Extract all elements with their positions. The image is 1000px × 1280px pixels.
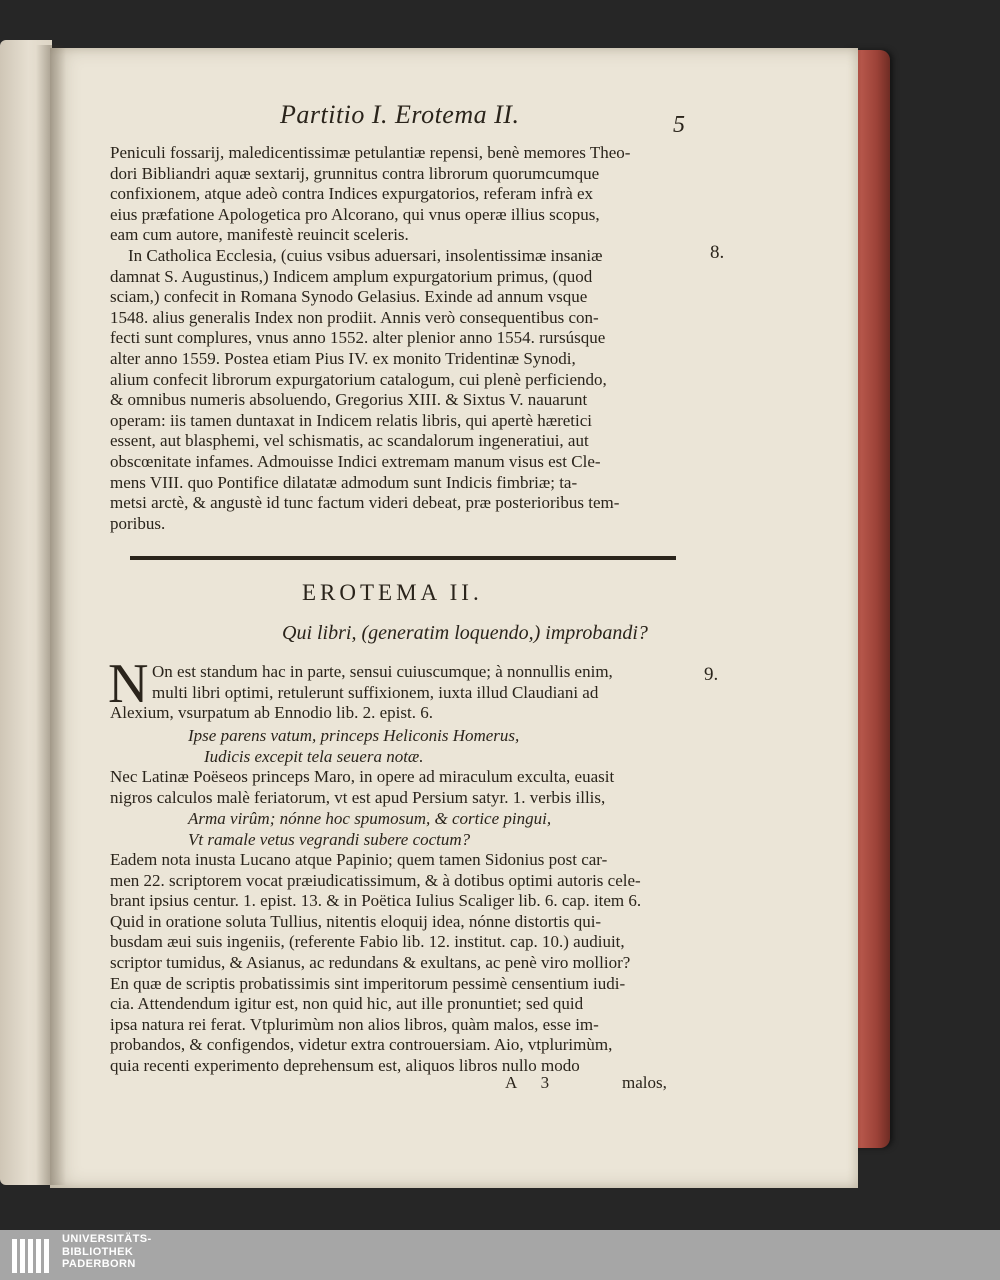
text-line: nigros calculos malè feriatorum, vt est apud Persium satyr. 1. verbis illis, [110, 787, 606, 807]
paragraph-1 [110, 143, 685, 246]
paragraph-2 [110, 246, 685, 534]
margin-number: 8. [710, 242, 725, 263]
text-line: 1548. alius generalis Index non prodiit. Annis verò consequentibus con- [110, 307, 599, 327]
text-line: ipsa natura rei ferat. Vtplurimùm non alios libros, quàm malos, esse im- [110, 1014, 599, 1034]
verse-line: Arma virûm; nónne hoc spumosum, & cortice pingui, [188, 809, 552, 828]
text-line: & omnibus numeris absoluendo, Gregorius XIII. & Sixtus V. nauarunt [110, 390, 588, 410]
text-line: brant ipsius centur. 1. epist. 13. & in Poëtica Iulius Scaliger lib. 6. cap. item 6. [110, 891, 642, 911]
text-line: En quæ de scriptis probatissimis sint imperitorum pessimè censentium iudi- [110, 973, 626, 993]
text-line: quia recenti experimento deprehensum est, aliquos libros nullo modo [110, 1055, 580, 1075]
text-line: Peniculi fossarij, maledicentissimæ petulantiæ repensi, benè memores Theo- [110, 143, 631, 162]
signature-mark: A 3 [505, 1073, 560, 1092]
margin-number: 9. [704, 664, 719, 685]
library-name [62, 1233, 152, 1271]
text-line: mens VIII. quo Pontifice dilatatæ admodum sunt Indicis fimbriæ; ta- [110, 472, 578, 492]
text-line: men 22. scriptorem vocat præiudicatissimum, & à dotibus optimi autoris cele- [110, 870, 641, 890]
paragraph-3-tail [110, 703, 685, 724]
catchword: malos, [622, 1073, 667, 1092]
verse-line: Iudicis excepit tela seuera notæ. [204, 746, 424, 766]
text-line: Eadem nota inusta Lucano atque Papinio; quem tamen Sidonius post car- [110, 850, 608, 869]
text-line: cia. Attendendum igitur est, non quid hic, aut ille pronuntiet; sed quid [110, 994, 584, 1014]
text-line: dori Bibliandri aquæ sextarij, grunnitus contra librorum quorumcumque [110, 163, 600, 183]
text-line: multi libri optimi, retulerunt suffixionem, iuxta illud Claudiani ad [152, 682, 599, 702]
verse-quotation-2 [110, 809, 685, 850]
spine-shadow [36, 45, 66, 1185]
text-line: poribus. [110, 513, 166, 533]
text-line: obscœnitate infames. Admouisse Indici extremam manum visus est Cle- [110, 451, 601, 471]
text-line: Quid in oratione soluta Tullius, nitentis eloquij idea, nónne distortis qui- [110, 911, 602, 931]
verse-quotation-1 [110, 726, 685, 767]
text-line: confixionem, atque adeò contra Indices expurgatorios, referam infrà ex [110, 184, 594, 204]
page-number: 5 [673, 112, 685, 138]
text-line: eam cum autore, manifestè reuincit sceleris. [110, 225, 409, 245]
text-line: In Catholica Ecclesia, (cuius vsibus aduersari, insolentissimæ insaniæ [128, 246, 603, 265]
text-line: sciam,) confecit in Romana Synodo Gelasius. Exinde ad annum vsque [110, 287, 588, 307]
verse-line: Ipse parens vatum, princeps Heliconis Homerus, [188, 726, 520, 745]
text-line: Nec Latinæ Poëseos princeps Maro, in opere ad miraculum exculta, euasit [110, 767, 615, 786]
running-head: Partitio I. Erotema II. [280, 100, 520, 129]
text-line: fecti sunt complures, vnus anno 1552. alter plenior anno 1554. rursúsque [110, 328, 606, 348]
paragraph-3-head [152, 662, 682, 703]
text-line: busdam æui suis ingeniis, (referente Fabio lib. 12. institut. cap. 10.) audiuit, [110, 932, 625, 952]
drop-cap: N [108, 653, 149, 715]
section-question: Qui libri, (generatim loquendo,) improbandi? [282, 622, 648, 644]
text-line: alium confecit librorum expurgatorium catalogum, cui plenè perficiendo, [110, 369, 607, 389]
paragraph-5 [110, 850, 685, 1077]
text-line: Alexium, vsurpatum ab Ennodio lib. 2. epist. 6. [110, 703, 433, 722]
text-line: operam: iis tamen duntaxat in Indicem relatis libris, qui apertè hæretici [110, 410, 592, 430]
verse-line: Vt ramale vetus vegrandi subere coctum? [188, 829, 471, 849]
paragraph-4 [110, 767, 685, 808]
text-line: On est standum hac in parte, sensui cuiuscumque; à nonnullis enim, [152, 662, 613, 681]
section-heading: EROTEMA II. [302, 580, 483, 605]
text-line: damnat S. Augustinus,) Indicem amplum expurgatorium primus, (quod [110, 266, 593, 286]
text-line: essent, aut blasphemi, vel schismatis, ac scandalorum ingeneratiui, aut [110, 431, 589, 451]
library-name-line: UNIVERSITÄTS- [62, 1233, 152, 1245]
library-name-line: BIBLIOTHEK [62, 1245, 134, 1258]
library-logo-icon [10, 1235, 54, 1275]
text-line: metsi arctè, & angustè id tunc factum videri debeat, præ posterioribus tem- [110, 493, 620, 513]
library-name-line: PADERBORN [62, 1258, 136, 1271]
section-divider [130, 556, 676, 560]
text-line: alter anno 1559. Postea etiam Pius IV. ex monito Tridentinæ Synodi, [110, 348, 576, 368]
text-line: eius præfatione Apologetica pro Alcorano, qui vnus operæ illius scopus, [110, 204, 600, 224]
text-line: scriptor tumidus, & Asianus, ac redundans & exultans, ac penè viro mollior? [110, 952, 631, 972]
text-line: probandos, & configendos, videtur extra controuersiam. Aio, vtplurimùm, [110, 1035, 613, 1055]
